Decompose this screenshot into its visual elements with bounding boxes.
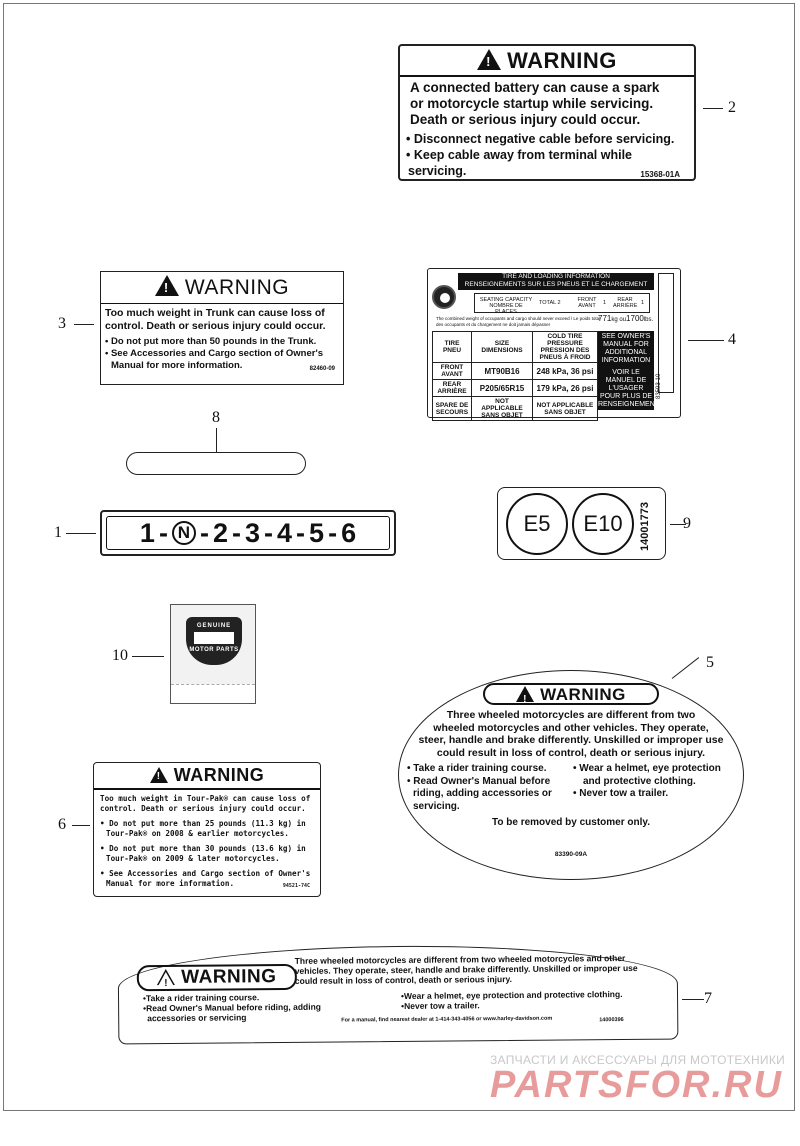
warning-heading: !WARNING xyxy=(94,765,320,786)
warning-heading: !WARNING xyxy=(400,48,694,74)
rear-size: P205/65R15 xyxy=(472,380,533,397)
bullet-item: • Read Owner's Manual before xyxy=(407,775,551,787)
col-size: SIZE DIMENSIONS xyxy=(472,332,533,363)
callout-6: 6 xyxy=(58,816,66,833)
see-manual-fr: VOIR LE MANUEL DE L'USAGER POUR PLUS DE RENSEIGNEMENTS xyxy=(598,369,664,408)
e5-circle: E5 xyxy=(506,493,568,555)
text-line: Manual for more information. xyxy=(111,360,243,371)
harley-davidson-badge-icon: GENUINE MOTOR PARTS xyxy=(186,617,242,665)
lbs-unit: lbs. xyxy=(643,317,654,323)
row-spare: SPARE DE SECOURS xyxy=(433,397,472,421)
text-line: and protective clothing. xyxy=(583,775,696,787)
text-line: Death or serious injury could occur. xyxy=(410,112,641,127)
total-value: 2 xyxy=(557,300,561,306)
footer-note: For a manual, find nearest dealer at 1-414-343-4056 or www.harley-davidson.com xyxy=(341,1015,553,1024)
warning-triangle-icon xyxy=(155,275,179,296)
bullet-item: • Never tow a trailer. xyxy=(573,788,669,799)
bullet-item: • See Accessories and Cargo section of Owner's xyxy=(105,348,324,359)
bullet-item: •Take a rider training course. xyxy=(142,992,260,1004)
callout-4: 4 xyxy=(728,331,736,348)
warning-triangle-icon xyxy=(516,686,534,702)
row-front: FRONT AVANT xyxy=(433,363,472,380)
text-line: servicing. xyxy=(413,800,460,812)
label-fuel-e5-e10 xyxy=(497,487,666,560)
warning-heading: !WARNING xyxy=(137,964,297,991)
text-line: Manual for more information. xyxy=(106,878,235,888)
bullet-item: • See Accessories and Cargo section of Owner's xyxy=(100,868,311,878)
text-line: could result in loss of control, death or serious injury. xyxy=(436,746,706,759)
callout-5: 5 xyxy=(706,654,714,671)
callout-3: 3 xyxy=(58,315,66,332)
gear-1: 1 xyxy=(139,517,155,548)
part-number: 83390-09A xyxy=(554,851,588,858)
bullet-item: • Take a rider training course. xyxy=(407,763,547,774)
front-label: FRONT AVANT xyxy=(577,297,597,309)
callout-10: 10 xyxy=(112,647,128,664)
label-oval-warning xyxy=(398,670,744,880)
part-number: 82460-09 xyxy=(309,366,335,372)
bullet-item: • Do not put more than 50 pounds in the Trunk. xyxy=(105,336,317,347)
front-value: 1 xyxy=(603,300,607,306)
text-line: Tour-Pak® on 2008 & earlier motorcycles. xyxy=(106,828,289,838)
text-line: control. Death or serious injury could occur. xyxy=(100,803,306,813)
tire-icon xyxy=(432,285,456,309)
label-battery-warning xyxy=(398,44,696,181)
text-line: wheeled motorcycles and other vehicles. They operate, xyxy=(433,721,709,734)
watermark-tagline: ЗАПЧАСТИ И АКСЕССУАРЫ ДЛЯ МОТОТЕХНИКИ xyxy=(490,1053,786,1067)
total-label: TOTAL xyxy=(539,300,557,306)
e10-circle: E10 xyxy=(572,493,634,555)
label-blank-strip xyxy=(126,452,306,475)
text-line: servicing. xyxy=(408,164,467,178)
gear-5: 5 xyxy=(309,517,325,548)
spare-pressure: NOT APPLICABLE SANS OBJET xyxy=(533,397,598,421)
callout-1: 1 xyxy=(54,524,62,541)
rear-label: REAR ARRIÈRE xyxy=(613,297,638,309)
text-line: Too much weight in Trunk can cause loss of xyxy=(105,307,325,319)
tire-title-fr: RENSEIGNEMENTS SUR LES PNEUS ET LE CHARGEMENT xyxy=(464,281,648,288)
part-number: 15368-01A xyxy=(640,170,680,179)
bullet-item: • Disconnect negative cable before servicing. xyxy=(406,132,675,146)
part-number: 14000396 xyxy=(599,1017,624,1024)
text-line: Three wheeled motorcycles are different from two xyxy=(446,709,696,721)
text-line: Too much weight in Tour-Pak® can cause loss of xyxy=(100,793,311,803)
part-number: 83593-10 xyxy=(656,373,662,399)
label-trunk-warning xyxy=(100,271,344,385)
seating-capacity-label: SEATING CAPACITY NOMBRE DE PLACES xyxy=(479,297,533,315)
text-line: could result in loss of control, death or serious injury. xyxy=(294,974,513,986)
text-line: riding, adding accessories or xyxy=(413,788,552,799)
bullet-item: • Keep cable away from terminal while xyxy=(406,148,632,162)
bullet-item: •Wear a helmet, eye protection and protective clothing. xyxy=(400,989,623,1001)
front-size: MT90B16 xyxy=(472,363,533,380)
callout-7: 7 xyxy=(704,990,712,1007)
gear-neutral: N xyxy=(172,521,196,545)
part-number: 14001773 xyxy=(639,502,651,551)
label-curved-warning xyxy=(118,944,679,1045)
text-line: or motorcycle startup while servicing. xyxy=(410,96,654,111)
text-line: accessories or servicing xyxy=(147,1012,247,1024)
text-line: Three wheeled motorcycles are different from two wheeled motorcycles and other xyxy=(294,953,626,966)
callout-9: 9 xyxy=(683,515,691,532)
see-manual-en: SEE OWNER'S MANUAL FOR ADDITIONAL INFORMATION xyxy=(601,333,651,364)
spare-size: NOT APPLICABLE SANS OBJET xyxy=(472,397,533,421)
genuine-parts-booklet xyxy=(170,604,256,704)
kg-unit: kg ou xyxy=(611,317,627,323)
row-rear: REAR ARRIÈRE xyxy=(433,380,472,397)
col-tire: TIRE PNEU xyxy=(433,332,472,363)
tire-title: TIRE AND LOADING INFORMATION xyxy=(502,273,610,280)
front-pressure: 248 kPa, 36 psi xyxy=(533,363,598,380)
label-gear-sequence: 1 - N - 2 - 3 - 4 - 5 - 6 xyxy=(100,510,396,556)
gear-3: 3 xyxy=(244,517,260,548)
gear-6: 6 xyxy=(341,517,357,548)
gear-2: 2 xyxy=(212,517,228,548)
text-line: steer, handle and brake differently. Unskilled or improper use xyxy=(418,734,724,746)
tire-table xyxy=(432,331,598,421)
text-line: vehicles. They operate, steer, handle and brake differently. Unskilled or improper use xyxy=(294,962,638,976)
text-line: A connected battery can cause a spark xyxy=(410,80,660,95)
part-number: 94521-74C xyxy=(282,882,310,889)
bullet-item: • Do not put more than 25 pounds (11.3 kg) in xyxy=(100,818,306,828)
warning-triangle-icon xyxy=(477,49,501,70)
label-tourpak-warning xyxy=(93,762,321,897)
rear-pressure: 179 kPa, 26 psi xyxy=(533,380,598,397)
text-line: Tour-Pak® on 2009 & later motorcycles. xyxy=(106,853,280,863)
bullet-item: •Never tow a trailer. xyxy=(401,1000,480,1011)
warning-heading: !WARNING xyxy=(101,275,343,300)
bullet-item: •Read Owner's Manual before riding, adding xyxy=(143,1001,322,1014)
text-line: control. Death or serious injury could occur. xyxy=(105,320,326,332)
callout-8: 8 xyxy=(212,409,220,426)
weight-note: The combined weight of occupants and cargo should never exceed / Le poids total des occupants et du chargement ne doit jamais dépasser xyxy=(436,316,601,327)
bullet-item: • Wear a helmet, eye protection xyxy=(573,763,721,774)
watermark-brand: PARTSFOR.RU xyxy=(490,1064,783,1106)
warning-triangle-icon xyxy=(157,969,175,985)
callout-2: 2 xyxy=(728,99,736,116)
weight-kg: 771 xyxy=(598,314,612,323)
weight-lbs: 1700 xyxy=(626,314,644,323)
rear-value: 1 xyxy=(641,300,645,306)
warning-heading: !WARNING xyxy=(483,683,659,705)
label-tire-loading xyxy=(427,268,681,418)
bullet-item: • Do not put more than 30 pounds (13.6 kg) in xyxy=(100,843,306,853)
gear-4: 4 xyxy=(277,517,293,548)
col-pressure: COLD TIRE PRESSURE PRESSION DES PNEUS À FROID xyxy=(533,332,598,363)
warning-triangle-icon xyxy=(150,767,168,783)
remove-note: To be removed by customer only. xyxy=(492,817,650,828)
